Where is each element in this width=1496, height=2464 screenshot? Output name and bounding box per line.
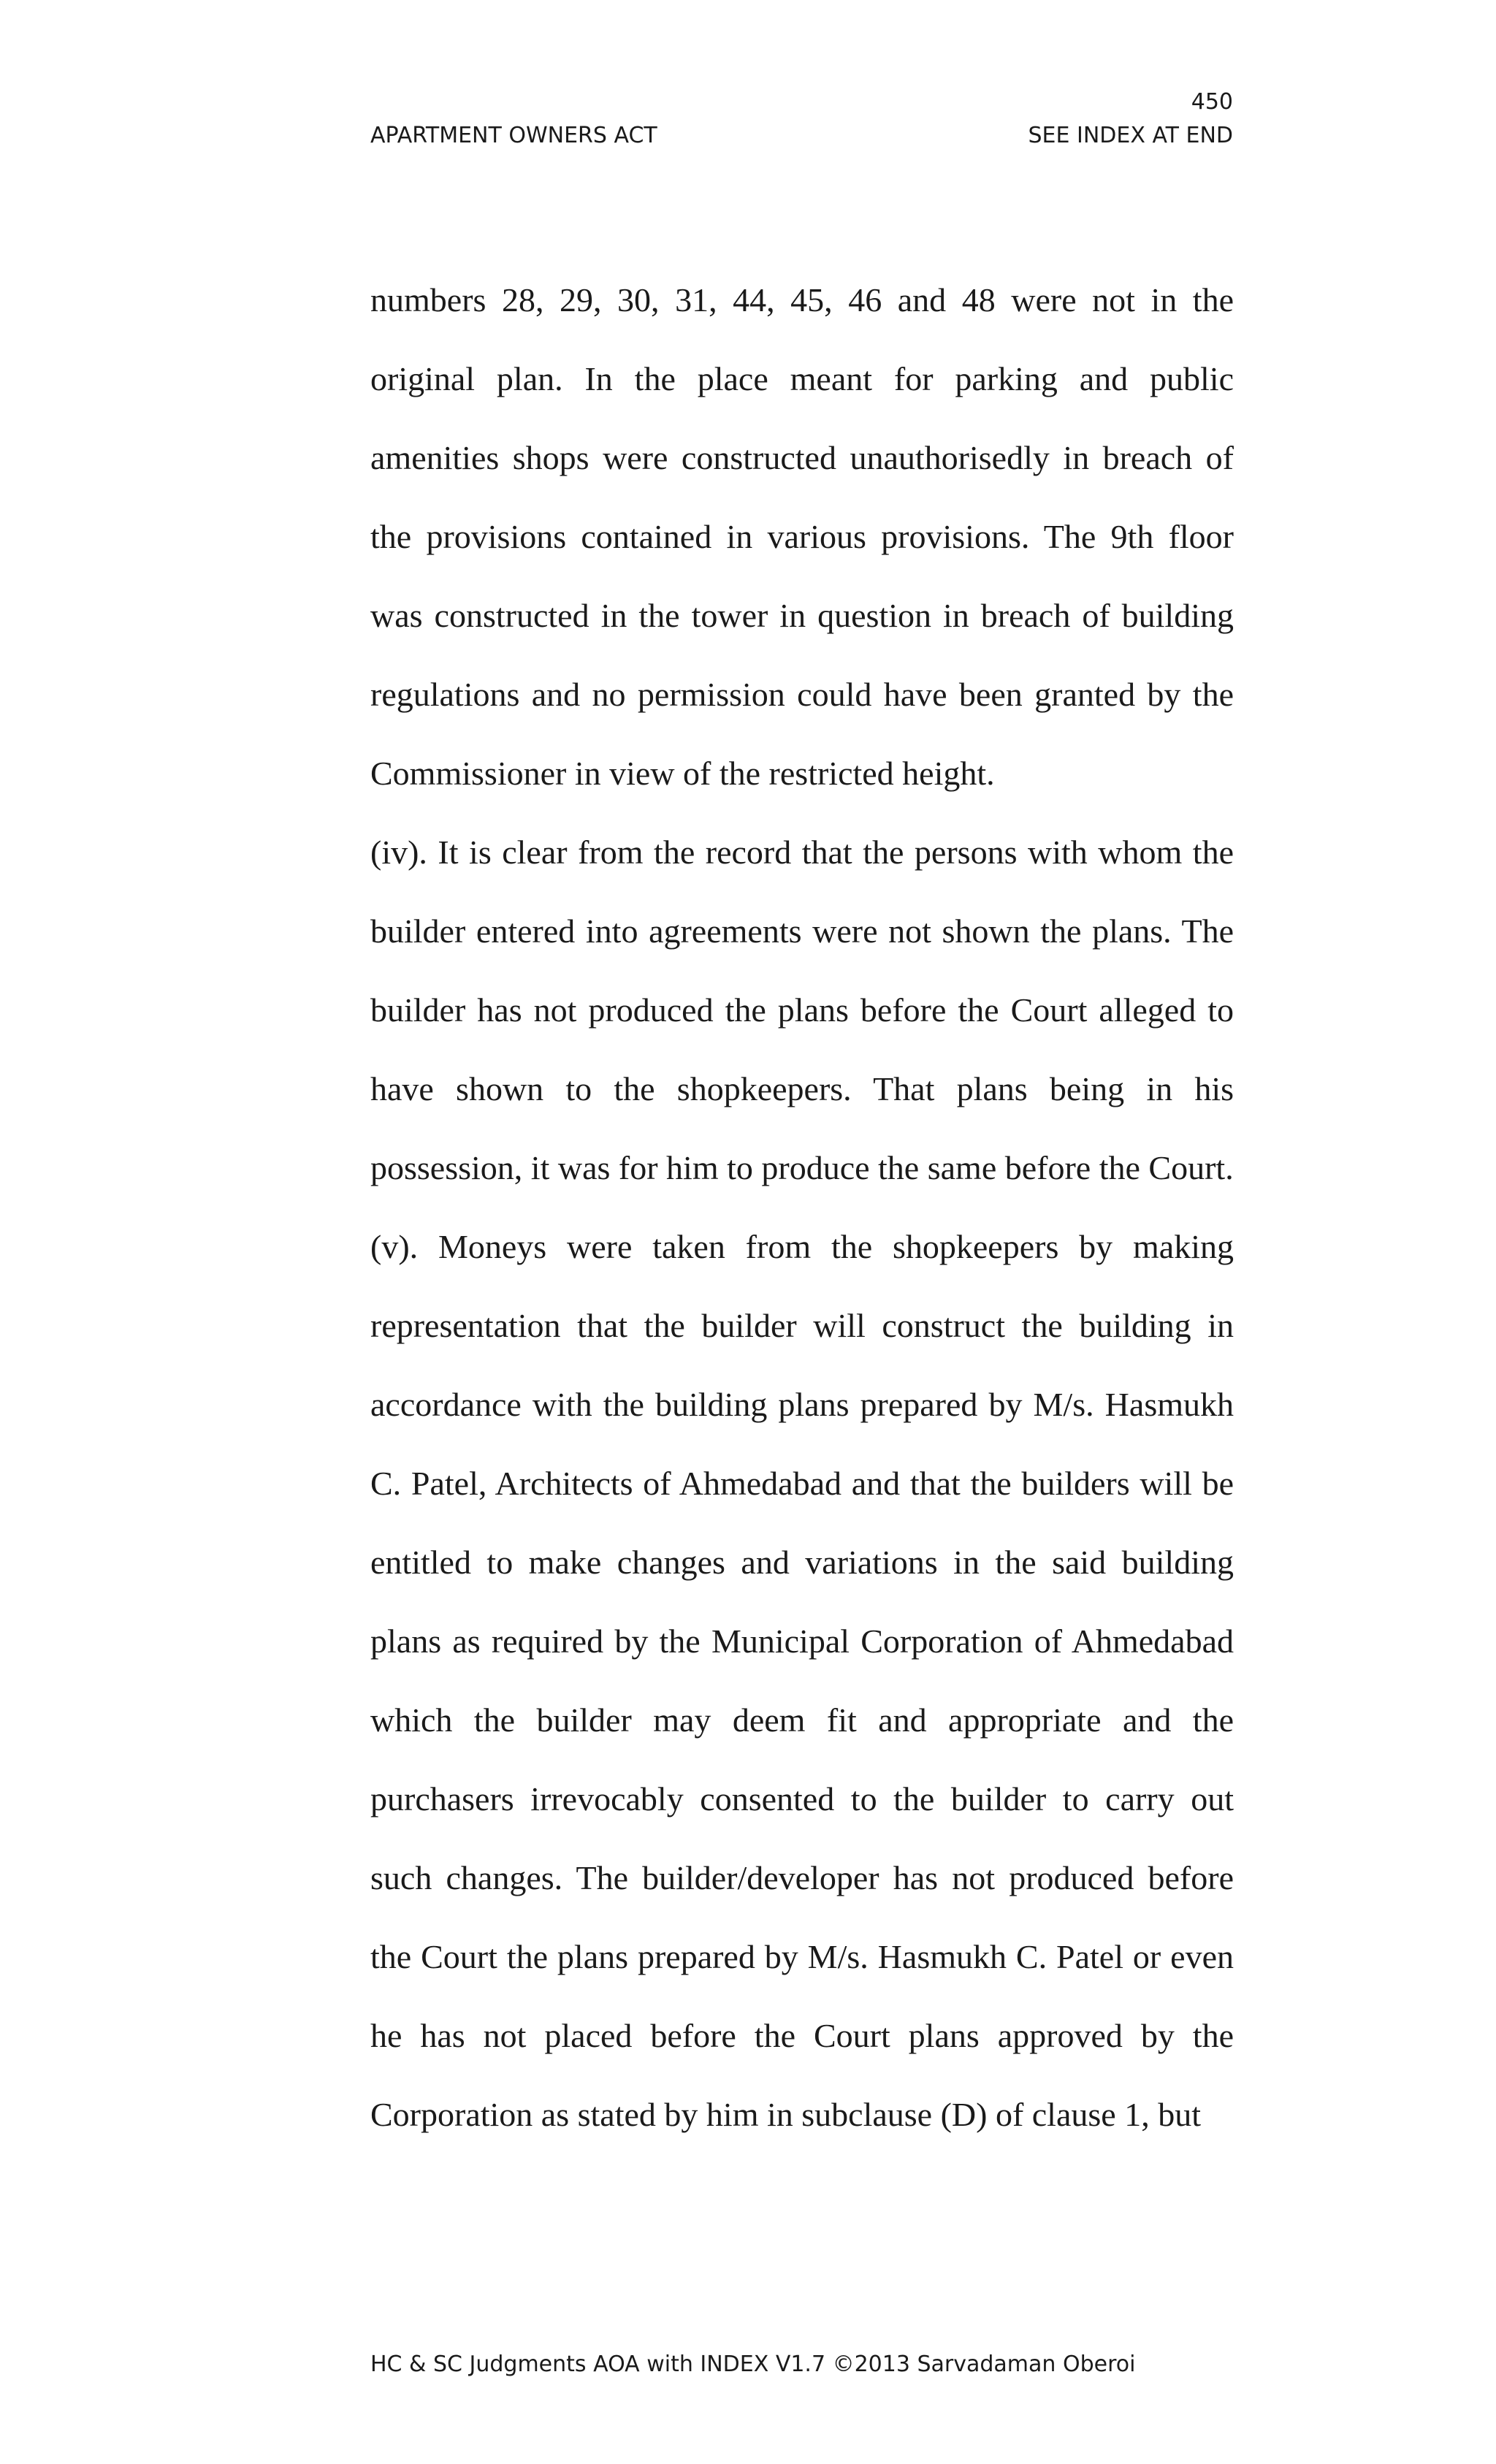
paragraph-continuation: numbers 28, 29, 30, 31, 44, 45, 46 and 48 were not in the original plan. In the place meant for parking and public amenities shops were constructed unauthorisedly in breach of the provisions contained in various provisions. The 9th floor was constructed in the tower in question in breach of building regulations and no permission could have been granted by the Commissioner in view of the restricted height. — [370, 281, 1234, 792]
page-number: 450 — [1191, 89, 1233, 115]
page-footer: HC & SC Judgments AOA with INDEX V1.7 ©2013 Sarvadaman Oberoi — [370, 2352, 1136, 2377]
paragraph-v: (v). Moneys were taken from the shopkeepers by making representation that the builder will construct the building in accordance with the building plans prepared by M/s. Hasmukh C. Patel, Architects of Ahmedabad and that the builders will be entitled to make changes and variations in the said building plans as required by the Municipal Corporation of Ahmedabad which the builder may deem fit and appropriate and the purchasers irrevocably consented to the builder to carry out such changes. The builder/developer has not produced before the Court the plans prepared by M/s. Hasmukh C. Patel or even he has not placed before the Court plans approved by the Corporation as stated by him in subclause (D) of clause 1, but — [370, 1228, 1234, 2133]
paragraph-iv: (iv). It is clear from the record that the persons with whom the builder entered into agreements were not shown the plans. The builder has not produced the plans before the Court alleged to have shown to the shopkeepers. That plans being in his possession, it was for him to produce the same before the Court. — [370, 834, 1234, 1186]
document-body — [370, 261, 1234, 2154]
running-header-title: APARTMENT OWNERS ACT — [370, 123, 657, 148]
running-header-index-note: SEE INDEX AT END — [1028, 123, 1233, 148]
